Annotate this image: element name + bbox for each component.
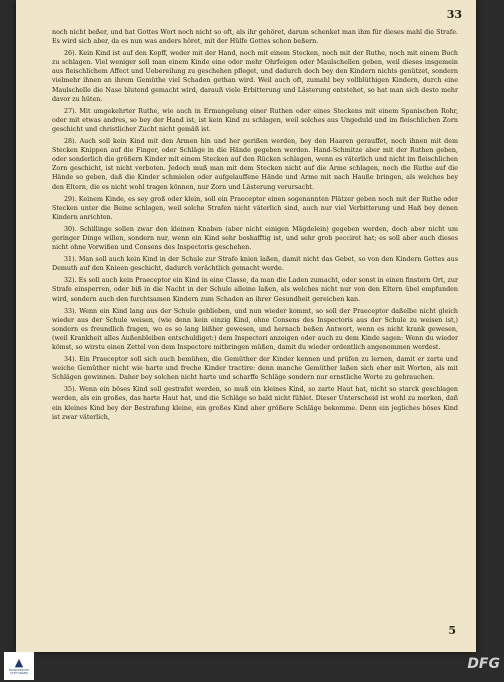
page-number: 33 <box>446 8 462 21</box>
eagle-icon: ▲ <box>14 656 24 669</box>
paragraph: 27). Mit umgekehrter Ruthe, wie auch in Ermangelung einer Ruthen oder eines Steckens mit einem Spanischen Rohr, oder mit etwas andres, so bey der Hand ist, ist kein Kind zu schlagen, weil solches aus Ungeduld und im fleischlichen Zorn geschicht und christlicher Zucht nicht gemäß ist. <box>52 107 458 133</box>
institution-logo[interactable] <box>4 652 34 680</box>
paragraph: 33). Wenn ein Kind lang aus der Schule geblieben, und nun wieder kommt, so soll der Praeceptor daßelbe nicht gleich wieder aus der Schule weisen, (wie denn kein einzig Kind, ohne Consens des Inspectoris aus der Schule zu weisen ist,) sondern es freundlich fragen, wo es so lang bißher gewesen, und hernach beßen Antwort, wenn es nicht krank gewesen, (weil Krankheit alles Außenbleiben entschuldiget:) dem Inspectori anzeigen oder auch zu dem Kinde sagen: Wenn du wieder kömst, so wirstu einen Zettel von dem Inspectore mitbringen müßen, damit du wieder ordentlich angenommen werdest. <box>52 307 458 351</box>
institution-logo-text: FRANCKESCHE STIFTUNGEN <box>8 669 30 675</box>
paragraph: 31). Man soll auch kein Kind in der Schule zur Strafe knien laßen, damit nicht das Gebet, so von den Kindern Gottes aus Demuth auf den Knieen geschicht, dadurch verächtlich gemacht werde. <box>52 256 458 273</box>
dfg-logo[interactable]: DFG <box>467 656 500 672</box>
paragraph: 34). Ein Praeceptor soll sich auch bemühen, die Gemüther der Kinder kennen und prüfen zu lernen, damit er zarte und weiche Gemüther nicht wie harte und freche Kinder tractire: denn manche Gemüther laßen sich eher mit Worten, als mit Schlägen gewinnen. Daher bey solchen nicht harte und scharffe Schläge sondern nur ernstliche Worte zu gebrauchen. <box>52 356 458 382</box>
paragraph: 29). Keinem Kinde, es sey groß oder klein, soll ein Praeceptor einen sogenannten Plätzer geben noch mit der Ruthe oder Stecken unter die Beine schlagen, weil solche Strafen nicht väterlich sind, auch nur viel Verbitterung und Haß bey denen Kindern anrichten. <box>52 195 458 221</box>
page-text-block <box>52 28 458 630</box>
paragraph: 30). Schillinge sollen zwar den kleinen Knaben (aber nicht einigen Mägdelein) gegeben werden, doch aber nicht um geringer Dinge willen, sondern nur, wenn ein Kind sehr boshafftig ist, und sehr grob pecciret hat; es soll aber auch dieses nicht ohne Vorwißen und Consens des Inspectoris geschehen. <box>52 225 458 252</box>
paragraph: noch nicht beßer, und hat Gottes Wort noch nicht so oft, als ihr gehöret, darum schenket man ihm für dieses mahl die Strafe. Es wird sich aber, da es nun was anders höret, mit der Hülfe Gottes schon beßern. <box>52 29 458 46</box>
paragraph: 35). Wenn ein böses Kind soll gestrafet werden, so muß ein kleines Kind, so zarte Haut hat, nicht so starck geschlagen werden, als ein großes, das harte Haut hat, und die Schläge so bald nicht fühlet. Dieser Unterscheid ist wohl zu merken, daß ein kleines Kind bey der Bestrafung kleine, ein großes Kind aber größere Schläge bekomme. Denn ein jegliches böses Kind ist zwar väterlich, <box>52 386 458 421</box>
paragraph: 32). Es soll auch kein Praeceptor ein Kind in eine Classe, da man die Laden zumacht, oder sonst in einen finstern Ort, zur Strafe einsperren, oder biß in die Nacht in der Schule alleine laßen, als welches nicht nur von den Eltern übel empfunden wird, sondern auch den furchtsamen Kindern zum Schaden an ihrer Gesundheit gereichen kan. <box>52 277 458 303</box>
paragraph: 28). Auch soll kein Kind mit den Armen hin und her gerißen werden, bey den Haaren gerauffet, noch ihnen mit dem Stecken Knippen auf die Finger, oder Schläge in die Hände gegeben werden. Hand-Schmitze aber mit der Ruthen geben, oder sonderlich die größern Kinder mit einem Stecken auf den Rücken schlagen, wenn es väterlich und nicht im fleischlichen Zorn geschicht, ist nicht verboten. Jedoch muß man mit dem Stecken nicht auf die Arme schlagen, noch die Ruthe auf die Hände so geben, daß die Kinder schmielen oder aufgelauffene Hände und Arme mit nach Hauße bringen, als welches bey den Eltern, die es nicht wohl tragen können, nur Zorn und Lästerung verursacht. <box>52 138 458 191</box>
signature-mark: 5 <box>448 624 456 637</box>
scanned-page <box>16 0 476 652</box>
paragraph: 26). Kein Kind ist auf den Kopff, weder mit der Hand, noch mit einem Stecken, noch mit der Ruthe, noch mit einem Buch zu schlagen. Viel weniger soll man einem Kinde eine oder mehr Ohrfeigen oder Maulschellen geben, weil dieses insgemein aus fleischlichem Affect und Uebereilung zu geschehen pfleget, und dadurch doch bey den Kindern nichts genützet, sondern vielmehr ihnen an ihrem Gemüthe viel Schaden gethan wird. Weil auch oft, zumahl bey vollblüthigen Kindern, durch eine Maulschelle die Nase blutend gemacht wird, darauß viele Erbitterung und Lästerung entstehet, so hat man sich desto mehr davor zu hüten. <box>52 50 458 103</box>
